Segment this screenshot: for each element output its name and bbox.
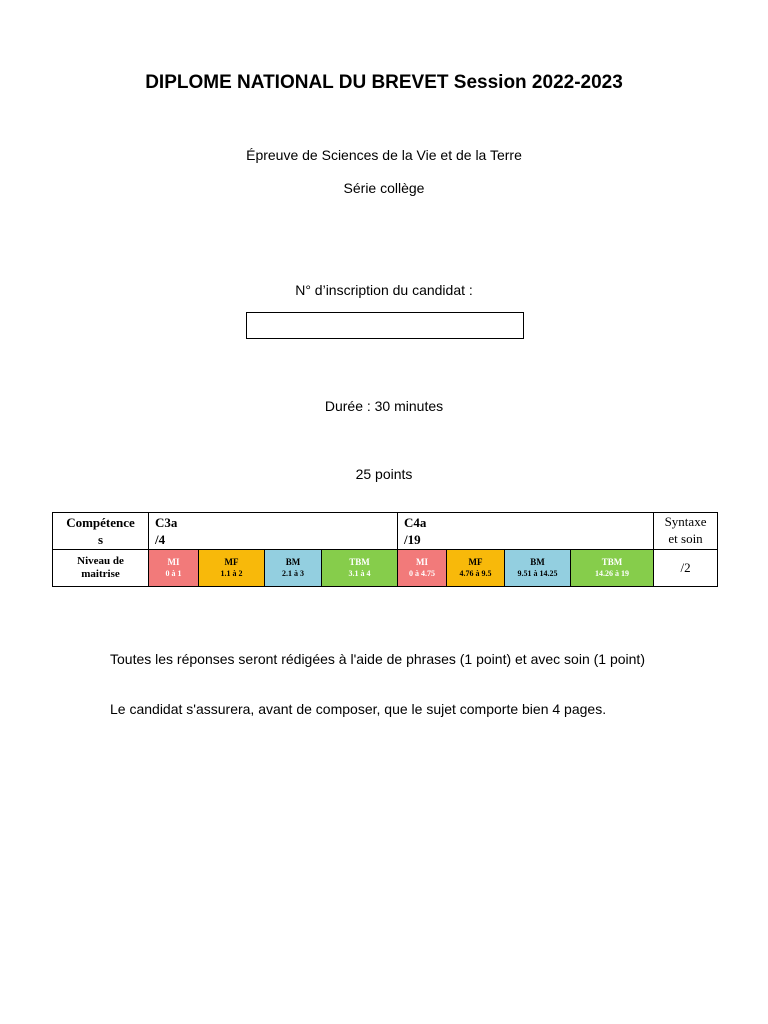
duration-line: Durée : 30 minutes	[324, 398, 444, 414]
level-range: 2.1 à 3	[282, 569, 304, 578]
level-name: MI	[167, 557, 180, 567]
exam-title: DIPLOME NATIONAL DU BREVET Session 2022-2023	[145, 72, 623, 93]
mastery-label-line1: Niveau de	[77, 555, 124, 567]
subject-line: Épreuve de Sciences de la Vie et de la Terre	[246, 147, 522, 163]
syntax-label-line2: et soin	[668, 531, 703, 546]
syntax-label-line1: Syntaxe	[664, 514, 707, 529]
c3a-level-mi	[149, 550, 199, 587]
level-range: 14.26 à 19	[595, 569, 630, 578]
instruction-pages-check: Le candidat s'assurera, avant de composer, que le sujet comporte bien 4 pages.	[110, 701, 607, 717]
level-range: 0 à 1	[165, 569, 182, 578]
level-range: 0 à 4.75	[409, 569, 436, 578]
level-name: BM	[530, 557, 545, 567]
candidate-number-label: N° d’inscription du candidat :	[295, 282, 473, 298]
c3a-level-tbm	[322, 550, 398, 587]
competence-c3a-header	[149, 513, 398, 550]
syntax-header	[654, 513, 718, 550]
c3a-max: /4	[155, 532, 166, 547]
c3a-level-mf	[199, 550, 265, 587]
c4a-max: /19	[404, 532, 421, 547]
competences-table	[52, 512, 718, 587]
c4a-level-tbm	[571, 550, 654, 587]
syntax-score: /2	[654, 550, 718, 587]
c4a-name: C4a	[404, 515, 427, 530]
level-name: MI	[416, 557, 429, 567]
level-name: TBM	[349, 557, 370, 567]
level-name: BM	[285, 557, 301, 567]
c3a-name: C3a	[155, 515, 178, 530]
instruction-sentences: Toutes les réponses seront rédigées à l'aide de phrases (1 point) et avec soin (1 point)	[110, 651, 645, 667]
competence-c4a-header	[398, 513, 654, 550]
c3a-level-bm	[265, 550, 322, 587]
mastery-level-label	[53, 550, 149, 587]
level-range: 3.1 à 4	[348, 569, 371, 578]
c4a-level-mf	[447, 550, 505, 587]
competences-label-line2: s	[97, 532, 104, 547]
points-line: 25 points	[355, 466, 413, 482]
mastery-label-line2: maitrise	[81, 568, 120, 580]
level-name: MF	[468, 557, 483, 567]
c4a-level-bm	[505, 550, 571, 587]
level-range: 9.51 à 14.25	[517, 569, 558, 578]
series-line: Série collège	[343, 180, 425, 196]
level-name: MF	[224, 557, 239, 567]
candidate-number-field[interactable]	[246, 312, 524, 339]
competences-label-line1: Compétence	[66, 515, 135, 530]
level-name: TBM	[601, 557, 623, 567]
c4a-level-mi	[398, 550, 447, 587]
competences-header	[53, 513, 149, 550]
level-range: 1.1 à 2	[220, 569, 243, 578]
level-range: 4.76 à 9.5	[459, 569, 492, 578]
